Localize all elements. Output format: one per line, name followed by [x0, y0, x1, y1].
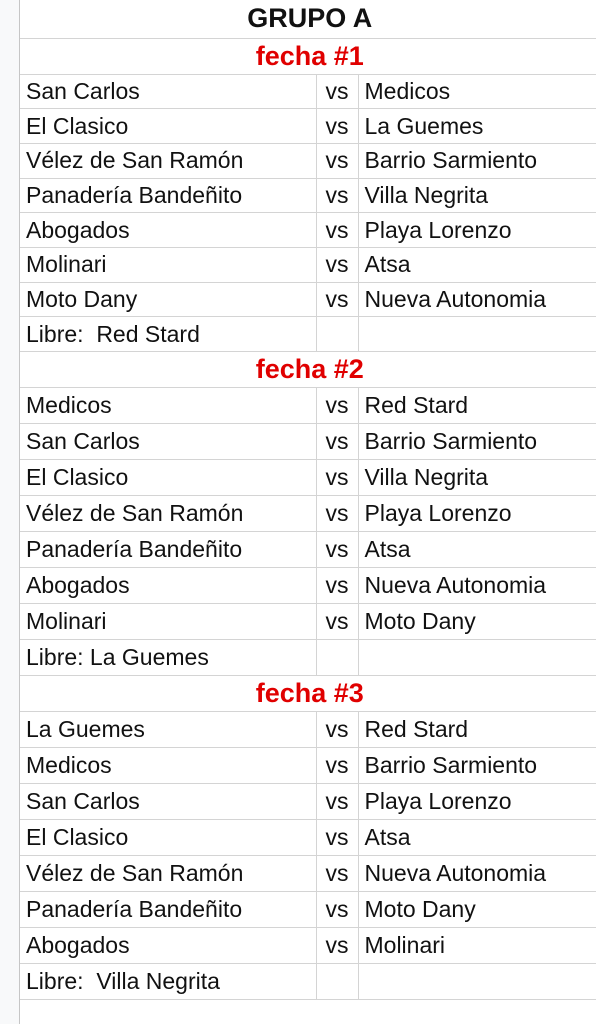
- home-team-cell[interactable]: El Clasico: [20, 109, 316, 144]
- home-team-cell[interactable]: El Clasico: [20, 460, 316, 496]
- match-row: [20, 247, 596, 282]
- away-team-cell[interactable]: Playa Lorenzo: [358, 213, 596, 248]
- home-team-cell[interactable]: Abogados: [20, 568, 316, 604]
- vs-cell[interactable]: vs: [316, 178, 358, 213]
- empty-cell[interactable]: [316, 317, 358, 352]
- home-team-cell[interactable]: Vélez de San Ramón: [20, 143, 316, 178]
- match-row: [20, 568, 596, 604]
- title-row: [20, 0, 596, 38]
- vs-cell[interactable]: vs: [316, 928, 358, 964]
- match-row: [20, 213, 596, 248]
- vs-cell[interactable]: vs: [316, 568, 358, 604]
- away-team-cell[interactable]: Red Stard: [358, 388, 596, 424]
- vs-cell[interactable]: vs: [316, 143, 358, 178]
- home-team-cell[interactable]: San Carlos: [20, 424, 316, 460]
- home-team-cell[interactable]: Vélez de San Ramón: [20, 496, 316, 532]
- away-team-cell[interactable]: Molinari: [358, 928, 596, 964]
- bye-row: [20, 317, 596, 352]
- away-team-cell[interactable]: Red Stard: [358, 712, 596, 748]
- vs-cell[interactable]: vs: [316, 74, 358, 109]
- away-team-cell[interactable]: Playa Lorenzo: [358, 496, 596, 532]
- empty-cell[interactable]: [358, 317, 596, 352]
- match-row: [20, 820, 596, 856]
- home-team-cell[interactable]: Moto Dany: [20, 282, 316, 317]
- bye-team-cell[interactable]: Libre: Red Stard: [20, 317, 316, 352]
- match-row: [20, 143, 596, 178]
- away-team-cell[interactable]: Villa Negrita: [358, 460, 596, 496]
- away-team-cell[interactable]: Barrio Sarmiento: [358, 748, 596, 784]
- round-title[interactable]: fecha #1: [20, 38, 596, 74]
- vs-cell[interactable]: vs: [316, 213, 358, 248]
- home-team-cell[interactable]: San Carlos: [20, 784, 316, 820]
- round-header-row: [20, 676, 596, 712]
- away-team-cell[interactable]: Nueva Autonomia: [358, 568, 596, 604]
- away-team-cell[interactable]: Atsa: [358, 532, 596, 568]
- away-team-cell[interactable]: Moto Dany: [358, 604, 596, 640]
- away-team-cell[interactable]: Barrio Sarmiento: [358, 424, 596, 460]
- empty-cell[interactable]: [358, 964, 596, 1000]
- home-team-cell[interactable]: La Guemes: [20, 712, 316, 748]
- bye-row: [20, 640, 596, 676]
- match-row: [20, 109, 596, 144]
- empty-cell[interactable]: [316, 964, 358, 1000]
- home-team-cell[interactable]: Panadería Bandeñito: [20, 178, 316, 213]
- vs-cell[interactable]: vs: [316, 856, 358, 892]
- match-row: [20, 928, 596, 964]
- vs-cell[interactable]: vs: [316, 604, 358, 640]
- vs-cell[interactable]: vs: [316, 109, 358, 144]
- match-row: [20, 460, 596, 496]
- match-row: [20, 748, 596, 784]
- match-row: [20, 424, 596, 460]
- home-team-cell[interactable]: Abogados: [20, 928, 316, 964]
- away-team-cell[interactable]: Moto Dany: [358, 892, 596, 928]
- away-team-cell[interactable]: La Guemes: [358, 109, 596, 144]
- away-team-cell[interactable]: Playa Lorenzo: [358, 784, 596, 820]
- round-title[interactable]: fecha #2: [20, 352, 596, 388]
- home-team-cell[interactable]: Medicos: [20, 388, 316, 424]
- away-team-cell[interactable]: Atsa: [358, 247, 596, 282]
- round-title[interactable]: fecha #3: [20, 676, 596, 712]
- home-team-cell[interactable]: Panadería Bandeñito: [20, 892, 316, 928]
- home-team-cell[interactable]: Medicos: [20, 748, 316, 784]
- match-row: [20, 784, 596, 820]
- match-row: [20, 74, 596, 109]
- match-row: [20, 712, 596, 748]
- away-team-cell[interactable]: Nueva Autonomia: [358, 282, 596, 317]
- match-row: [20, 282, 596, 317]
- group-title[interactable]: GRUPO A: [20, 0, 596, 38]
- fixture-grid: [20, 0, 596, 1000]
- match-row: [20, 532, 596, 568]
- match-row: [20, 178, 596, 213]
- home-team-cell[interactable]: Molinari: [20, 247, 316, 282]
- vs-cell[interactable]: vs: [316, 424, 358, 460]
- match-row: [20, 856, 596, 892]
- match-row: [20, 496, 596, 532]
- away-team-cell[interactable]: Medicos: [358, 74, 596, 109]
- row-header-column[interactable]: [0, 0, 20, 1024]
- vs-cell[interactable]: vs: [316, 892, 358, 928]
- vs-cell[interactable]: vs: [316, 282, 358, 317]
- home-team-cell[interactable]: Molinari: [20, 604, 316, 640]
- bye-team-cell[interactable]: Libre: La Guemes: [20, 640, 316, 676]
- match-row: [20, 892, 596, 928]
- round-header-row: [20, 38, 596, 74]
- empty-cell[interactable]: [316, 640, 358, 676]
- away-team-cell[interactable]: Atsa: [358, 820, 596, 856]
- home-team-cell[interactable]: El Clasico: [20, 820, 316, 856]
- bye-row: [20, 964, 596, 1000]
- vs-cell[interactable]: vs: [316, 247, 358, 282]
- vs-cell[interactable]: vs: [316, 712, 358, 748]
- empty-cell[interactable]: [358, 640, 596, 676]
- vs-cell[interactable]: vs: [316, 460, 358, 496]
- away-team-cell[interactable]: Villa Negrita: [358, 178, 596, 213]
- round-header-row: [20, 352, 596, 388]
- away-team-cell[interactable]: Nueva Autonomia: [358, 856, 596, 892]
- bye-team-cell[interactable]: Libre: Villa Negrita: [20, 964, 316, 1000]
- vs-cell[interactable]: vs: [316, 388, 358, 424]
- home-team-cell[interactable]: Abogados: [20, 213, 316, 248]
- vs-cell[interactable]: vs: [316, 820, 358, 856]
- vs-cell[interactable]: vs: [316, 496, 358, 532]
- vs-cell[interactable]: vs: [316, 784, 358, 820]
- home-team-cell[interactable]: San Carlos: [20, 74, 316, 109]
- match-row: [20, 388, 596, 424]
- match-row: [20, 604, 596, 640]
- vs-cell[interactable]: vs: [316, 748, 358, 784]
- home-team-cell[interactable]: Vélez de San Ramón: [20, 856, 316, 892]
- home-team-cell[interactable]: Panadería Bandeñito: [20, 532, 316, 568]
- away-team-cell[interactable]: Barrio Sarmiento: [358, 143, 596, 178]
- vs-cell[interactable]: vs: [316, 532, 358, 568]
